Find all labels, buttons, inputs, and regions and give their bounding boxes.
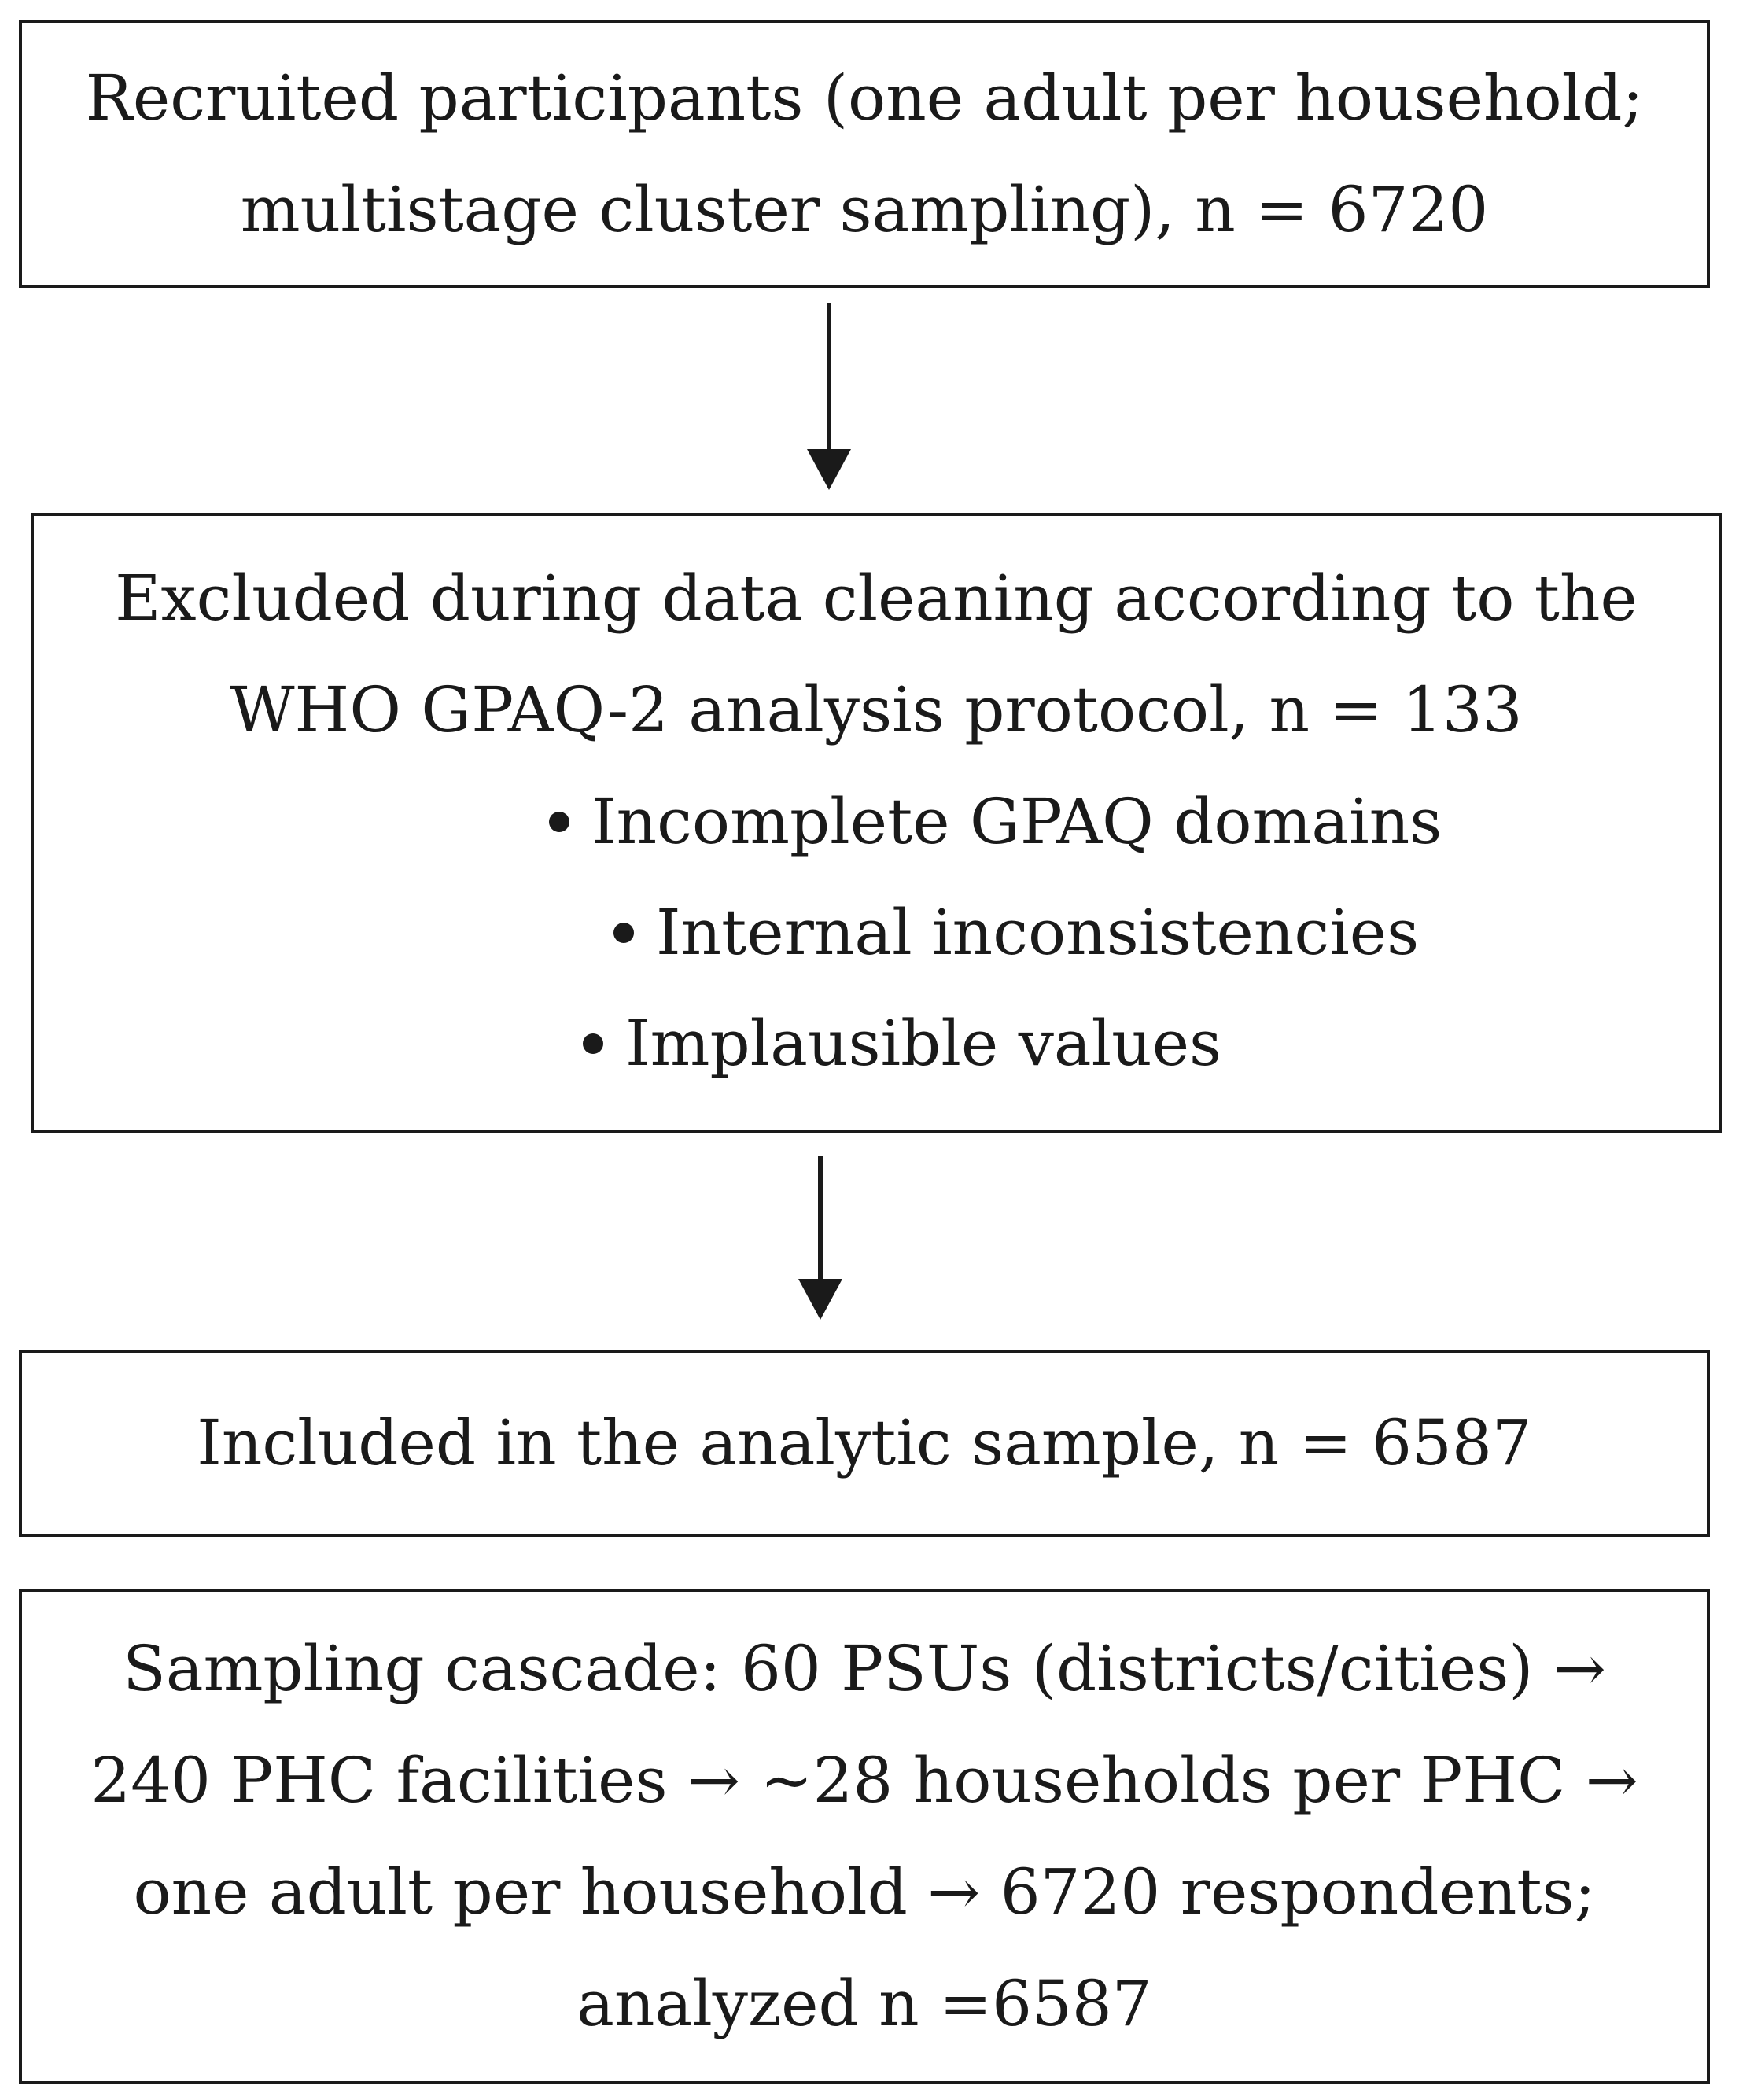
exclusion-reason: Internal inconsistencies bbox=[656, 896, 1420, 969]
box-text-line: WHO GPAQ-2 analysis protocol, n = 133 bbox=[230, 673, 1523, 746]
down-arrow-icon bbox=[797, 1156, 844, 1321]
bullet-icon bbox=[583, 1033, 603, 1054]
down-arrow-icon bbox=[805, 303, 853, 492]
list-item bbox=[583, 988, 1221, 1100]
box-text-line: Recruited participants (one adult per household; bbox=[85, 61, 1644, 134]
list-item bbox=[613, 877, 1419, 989]
exclusion-reason: Incomplete GPAQ domains bbox=[591, 785, 1442, 858]
box-text-line: analyzed n =6587 bbox=[577, 1967, 1152, 2040]
box-text-line: Excluded during data cleaning according to the bbox=[115, 562, 1638, 635]
exclusion-reasons-list bbox=[34, 766, 1719, 1099]
box-text-line: Sampling cascade: 60 PSUs (districts/cities) → bbox=[123, 1632, 1606, 1705]
box-text-line: Included in the analytic sample, n = 6587 bbox=[197, 1406, 1532, 1479]
bullet-icon bbox=[549, 812, 569, 832]
sampling-cascade-box bbox=[19, 1589, 1710, 2084]
box-text-line: one adult per household → 6720 respondents; bbox=[133, 1855, 1596, 1929]
exclusion-reason: Implausible values bbox=[625, 1007, 1222, 1080]
box-text-line: 240 PHC facilities → ~28 households per PHC → bbox=[90, 1744, 1638, 1817]
included-sample-box bbox=[19, 1350, 1710, 1537]
box-text-line: multistage cluster sampling), n = 6720 bbox=[240, 172, 1489, 246]
excluded-box bbox=[31, 513, 1722, 1133]
recruited-participants-box bbox=[19, 20, 1710, 288]
list-item bbox=[549, 766, 1442, 878]
bullet-icon bbox=[613, 923, 634, 943]
